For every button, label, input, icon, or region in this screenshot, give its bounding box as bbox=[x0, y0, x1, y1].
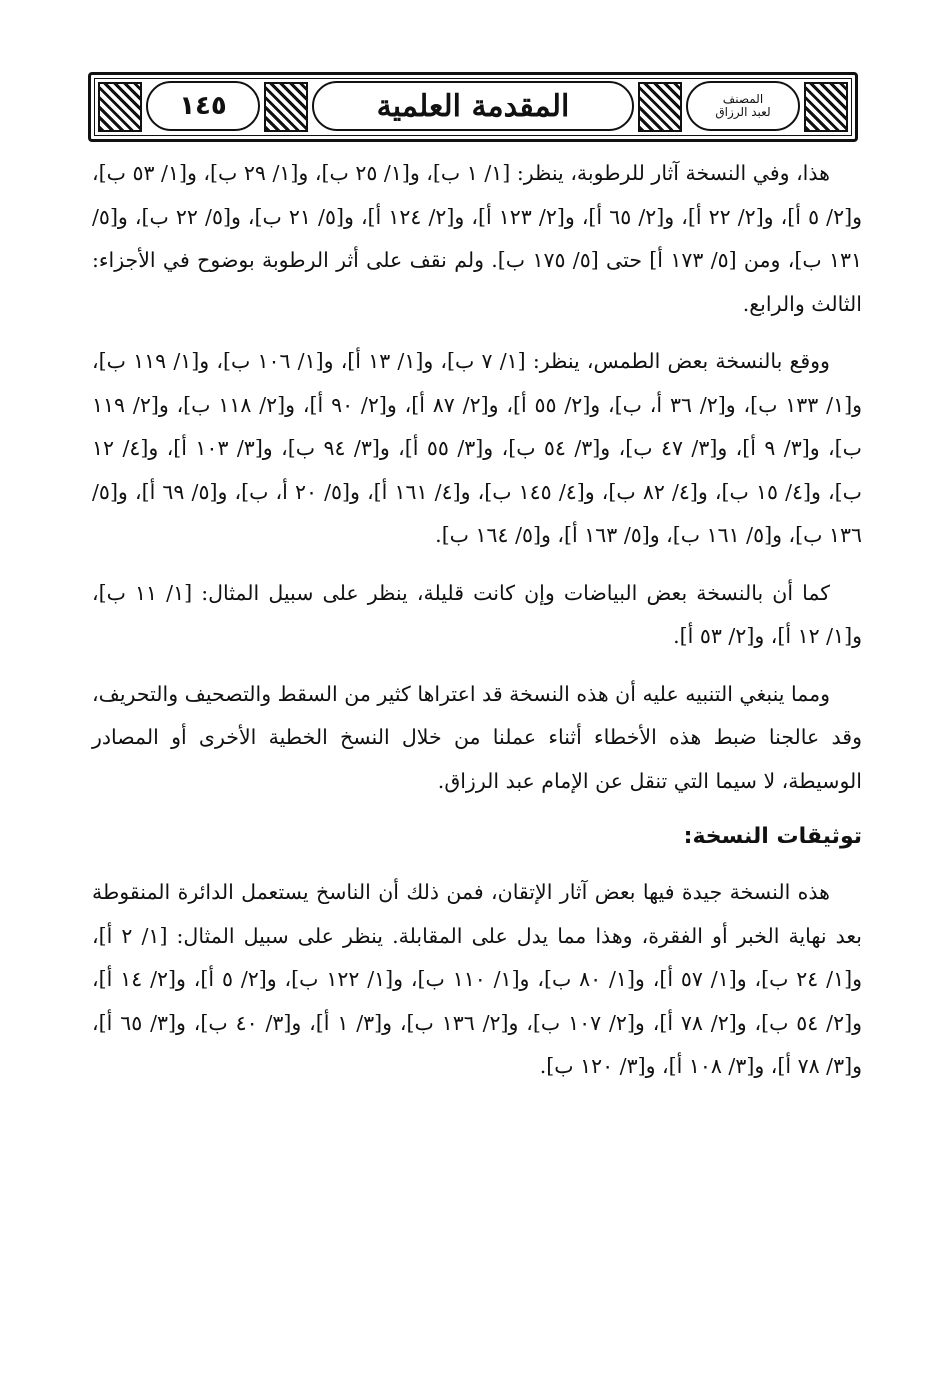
running-title: المقدمة العلمية bbox=[312, 81, 634, 131]
paragraph-blanks: كما أن بالنسخة بعض البياضات وإن كانت قليلة، ينظر على سبيل المثال: [١/ ١١ ب]، و[١/ ١٢ أ]، و[٢/ ٥٣ أ]. bbox=[92, 580, 862, 648]
page-number: ١٤٥ bbox=[146, 81, 260, 131]
paragraph-verifications: هذه النسخة جيدة فيها بعض آثار الإتقان، فمن ذلك أن الناسخ يستعمل الدائرة المنقوطة بعد نهاية الخبر أو الفقرة، وهذا مما يدل على المقابلة. ينظر على سبيل المثال: [١/ ٢ أ]، و[١/ ٢٤ ب]، و[١/ ٥٧ أ]، و[١/ ٨٠ ب]، و[١/ ١١٠ ب]، و[١/ ١٢٢ ب]، و[٢/ ٥ أ]، و[٢/ ١٤ أ]، و[٢/ ٥٤ ب]، و[٢/ ٧٨ أ]، و[٢/ ١٠٧ ب]، و[٢/ ١٣٦ ب]، و[٣/ ١ أ]، و[٣/ ٤٠ ب]، و[٣/ ٦٥ أ]، و[٣/ ٧٨ أ]، و[٣/ ١٠٨ أ]، و[٣/ ١٢٠ ب]. bbox=[92, 880, 863, 1078]
logo-line-2: لعبد الرزاق bbox=[715, 105, 771, 119]
ornament-right-inner bbox=[638, 82, 682, 132]
ornament-left-outer bbox=[98, 82, 142, 132]
ornament-right-outer bbox=[804, 82, 848, 132]
page-header bbox=[88, 72, 858, 142]
page-body bbox=[92, 152, 862, 1103]
logo-line-1: المصنف bbox=[722, 92, 764, 106]
book-logo bbox=[686, 81, 800, 131]
ornament-left-inner bbox=[264, 82, 308, 132]
paragraph-errors: ومما ينبغي التنبيه عليه أن هذه النسخة قد اعتراها كثير من السقط والتصحيف والتحريف، وقد عالجنا ضبط هذه الأخطاء أثناء عملنا من خلال النسخ الخطية الأخرى أو المصادر الوسيطة، لا سيما التي تنقل عن الإمام عبد الرزاق. bbox=[92, 681, 862, 793]
paragraph-humidity: هذا، وفي النسخة آثار للرطوبة، ينظر: [١/ ١ ب]، و[١/ ٢٥ ب]، و[١/ ٢٩ ب]، و[١/ ٥٣ ب]، و[٢/ ٥ أ]، و[٢/ ٢٢ أ]، و[٢/ ٦٥ أ]، و[٢/ ١٢٣ أ]، و[٢/ ١٢٤ أ]، و[٥/ ٢١ ب]، و[٥/ ٢٢ ب]، و[٥/ ١٣١ ب]، ومن [٥/ ١٧٣ أ] حتى [٥/ ١٧٥ ب]. ولم نقف على أثر الرطوبة بوضوح في الأجزاء: الثالث والرابع. bbox=[92, 161, 863, 316]
section-heading: توثيقات النسخة: bbox=[683, 824, 862, 849]
paragraph-erasure: ووقع بالنسخة بعض الطمس، ينظر: [١/ ٧ ب]، و[١/ ١٣ أ]، و[١/ ١٠٦ ب]، و[١/ ١١٩ ب]، و[١/ ١٣٣ ب]، و[٢/ ٣٦ أ، ب]، و[٢/ ٥٥ أ]، و[٢/ ٨٧ أ]، و[٢/ ٩٠ أ]، و[٢/ ١١٨ ب]، و[٢/ ١١٩ ب]، و[٣/ ٩ أ]، و[٣/ ٤٧ ب]، و[٣/ ٥٤ ب]، و[٣/ ٥٥ أ]، و[٣/ ٩٤ ب]، و[٣/ ١٠٣ أ]، و[٤/ ١٢ ب]، و[٤/ ١٥ ب]، و[٤/ ٨٢ ب]، و[٤/ ١٤٥ ب]، و[٤/ ١٦١ أ]، و[٥/ ٢٠ أ، ب]، و[٥/ ٦٩ أ]، و[٥/ ١٣٦ ب]، و[٥/ ١٦١ ب]، و[٥/ ١٦٣ أ]، و[٥/ ١٦٤ ب]. bbox=[92, 349, 863, 547]
